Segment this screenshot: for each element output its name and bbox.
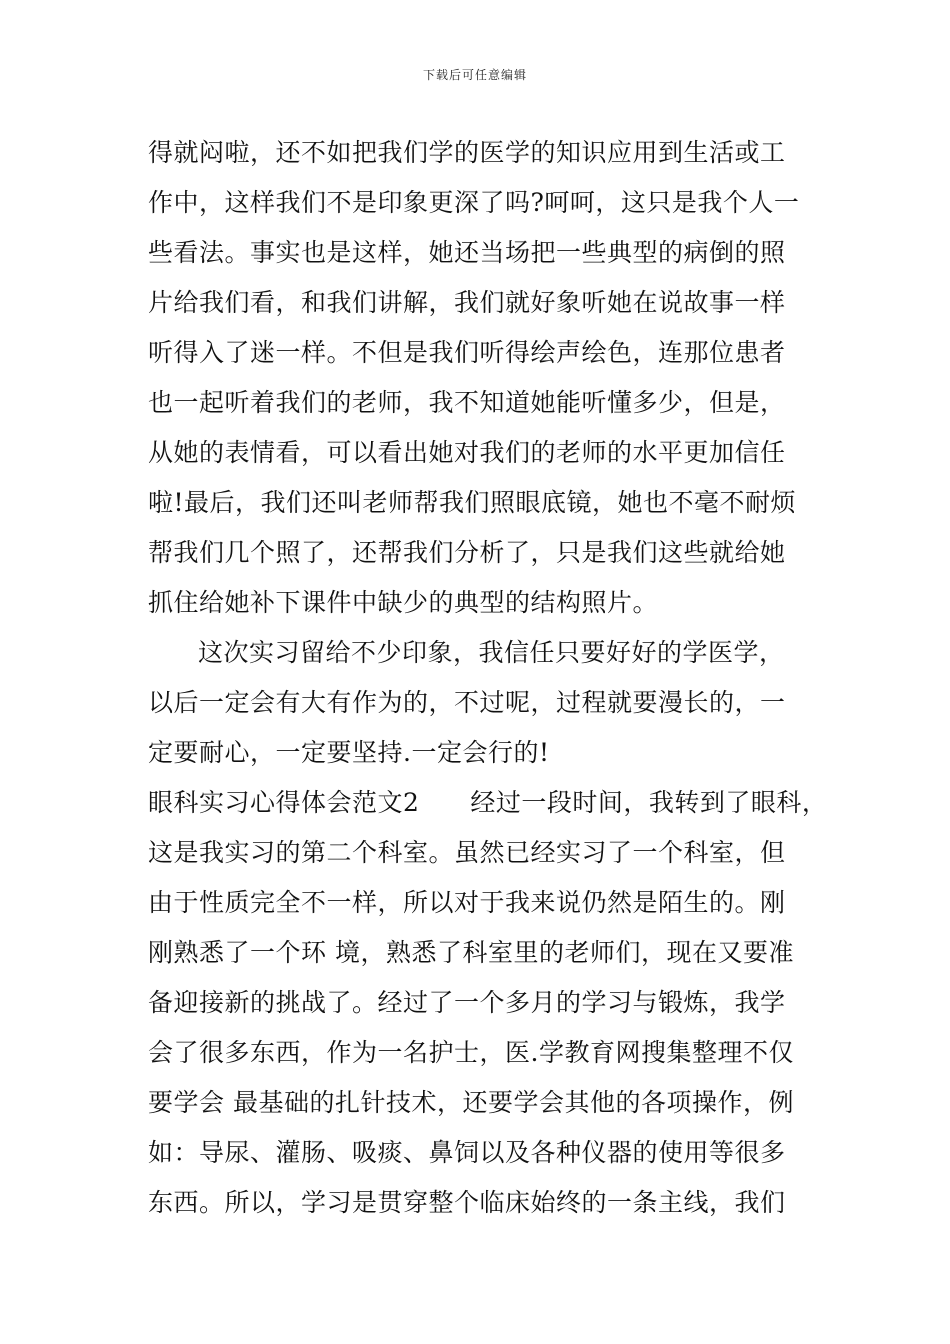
page-header-note: 下载后可任意编辑	[422, 68, 527, 82]
text-line: 要学会 最基础的扎针技术，还要学会其他的各项操作，例	[148, 1088, 794, 1117]
section-heading-line: 眼科实习心得体会范文2 经过一段时间，我转到了眼科，	[148, 788, 828, 817]
text-line: 由于性质完全不一样，所以对于我来说仍然是陌生的。刚	[148, 888, 786, 917]
text-line: 听得入了迷一样。不但是我们听得绘声绘色，连那位患者	[148, 338, 786, 367]
text-line: 备迎接新的挑战了。经过了一个多月的学习与锻炼，我学	[148, 988, 786, 1017]
text-line: 定要耐心，一定要坚持.一定会行的!	[148, 738, 550, 767]
document-body	[148, 128, 828, 1228]
paragraph-start-line: 这次实习留给不少印象，我信任只要好好的学医学，	[198, 638, 785, 667]
text-line: 这是我实习的第二个科室。虽然已经实习了一个科室，但	[148, 838, 786, 867]
text-line: 帮我们几个照了，还帮我们分析了，只是我们这些就给她	[148, 538, 786, 567]
text-line: 如：导尿、灌肠、吸痰、鼻饲以及各种仪器的使用等很多	[148, 1138, 786, 1167]
text-line: 会了很多东西，作为一名护士，医.学教育网搜集整理不仅	[148, 1038, 794, 1067]
text-line: 抓住给她补下课件中缺少的典型的结构照片。	[148, 588, 659, 617]
text-line: 片给我们看，和我们讲解，我们就好象听她在说故事一样	[148, 288, 786, 317]
text-line: 些看法。事实也是这样，她还当场把一些典型的病倒的照	[148, 238, 786, 267]
text-line: 作中，这样我们不是印象更深了吗?呵呵，这只是我个人一	[148, 188, 800, 217]
text-line: 从她的表情看，可以看出她对我们的老师的水平更加信任	[148, 438, 786, 467]
text-line: 刚熟悉了一个环 境，熟悉了科室里的老师们，现在又要准	[148, 938, 794, 967]
text-line: 啦!最后，我们还叫老师帮我们照眼底镜，她也不毫不耐烦	[148, 488, 797, 517]
text-line: 也一起听着我们的老师，我不知道她能听懂多少，但是，	[148, 388, 786, 417]
text-line: 得就闷啦，还不如把我们学的医学的知识应用到生活或工	[148, 138, 786, 167]
text-line: 以后一定会有大有作为的，不过呢，过程就要漫长的，一	[148, 688, 786, 717]
text-line: 东西。所以，学习是贯穿整个临床始终的一条主线，我们	[148, 1188, 786, 1217]
